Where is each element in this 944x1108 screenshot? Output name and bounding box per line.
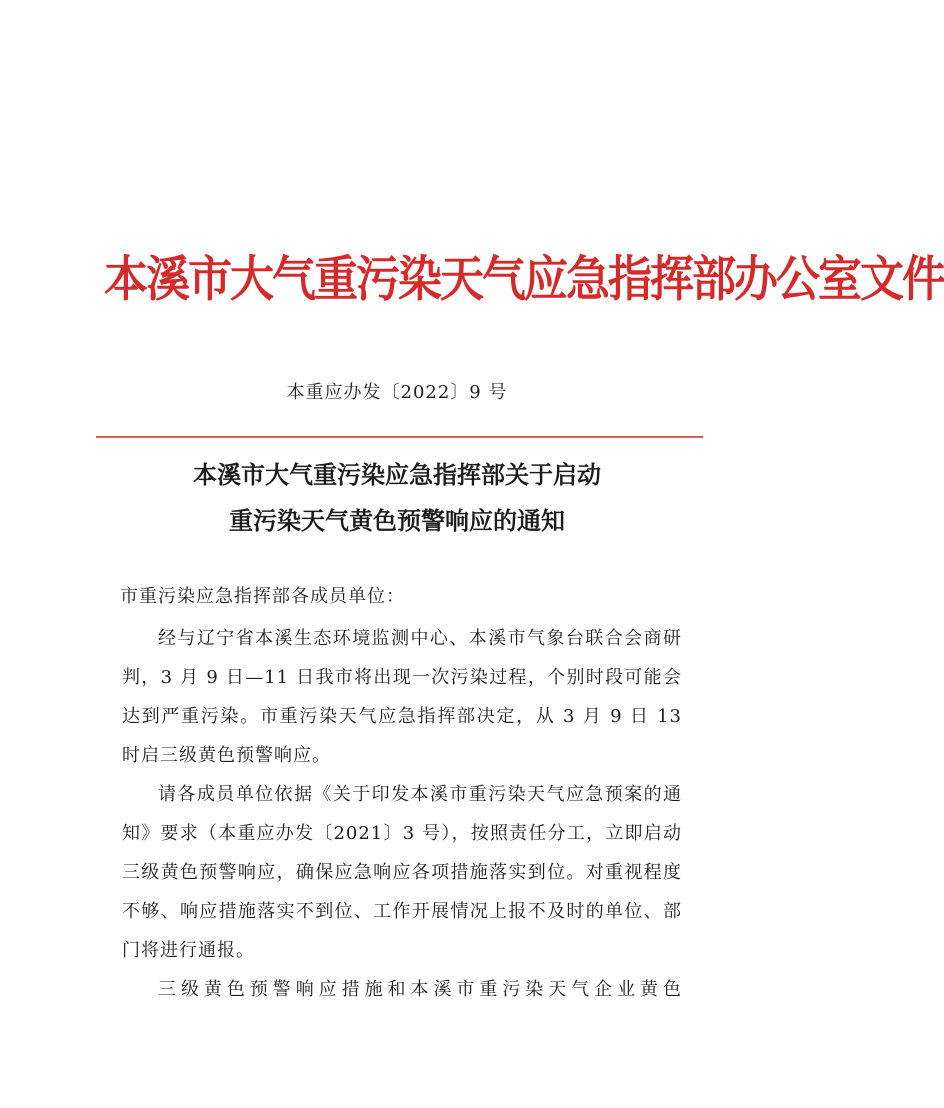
document-number: 本重应办发〔2022〕9 号 xyxy=(286,382,508,403)
paragraph-3: 三级黄色预警响应措施和本溪市重污染天气企业黄色 xyxy=(158,979,682,1000)
addressee: 市重污染应急指挥部各成员单位： xyxy=(120,586,405,607)
paragraph-1: 经与辽宁省本溪生态环境监测中心、本溪市气象台联合会商研判，3 月 9 日—11 日我市将出现一次污染过程，个别时段可能会达到严重污染。市重污染天气应急指挥部决定，从 3 月 9 日 13 时启三级黄色预警响应。 xyxy=(122,628,682,766)
notice-title-line-2: 重污染天气黄色预警响应的通知 xyxy=(229,507,565,535)
paragraph-2: 请各成员单位依据《关于印发本溪市重污染天气应急预案的通知》要求（本重应办发〔2021〕3 号），按照责任分工，立即启动三级黄色预警响应，确保应急响应各项措施落实到位。对重视程度不够、响应措施落实不到位、工作开展情况上报不及时的单位、部门将进行通报。 xyxy=(122,784,682,961)
notice-title-line-1: 本溪市大气重污染应急指挥部关于启动 xyxy=(193,461,601,489)
masthead-title: 本溪市大气重污染天气应急指挥部办公室文件 xyxy=(104,251,944,308)
red-divider-line xyxy=(96,436,703,438)
body-text xyxy=(122,619,682,1009)
notice-title xyxy=(0,452,794,544)
